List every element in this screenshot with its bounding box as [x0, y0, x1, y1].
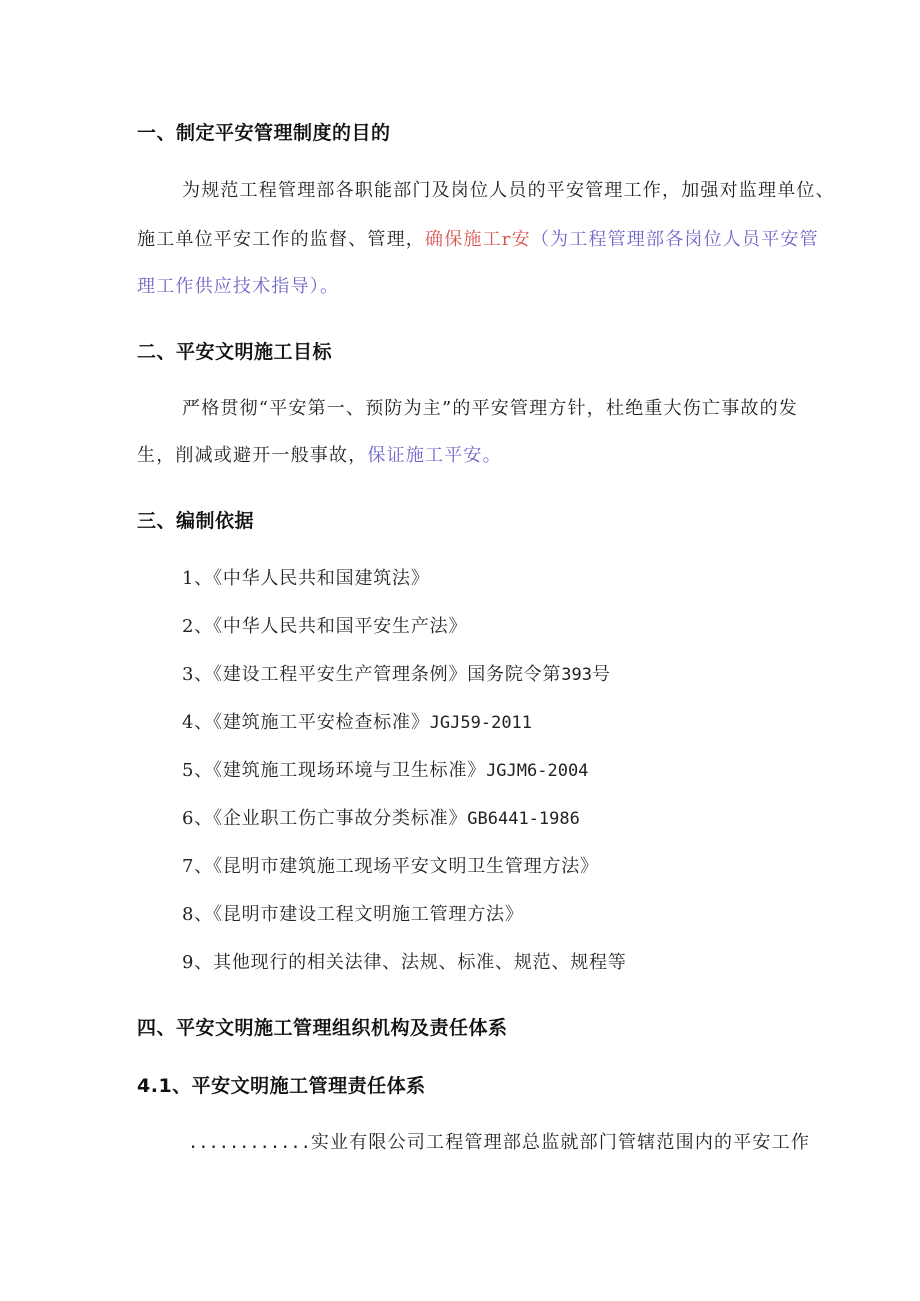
section-1-paragraph-line-2 [137, 225, 819, 251]
section-1-heading: 一、制定平安管理制度的目的 [137, 122, 391, 144]
reference-list-item [182, 948, 627, 974]
list-item-text: 《昆明市建设工程文明施工管理方法》 [213, 904, 524, 925]
list-item-code: JGJM6-2004 [486, 761, 589, 781]
section-3-heading: 三、编制依据 [137, 510, 255, 532]
list-item-code: GB6441-1986 [467, 809, 580, 829]
section-4-1-subheading: 4.1、平安文明施工管理责任体系 [137, 1075, 426, 1097]
list-item-text: 其他现行的相关法律、法规、标准、规范、规程等 [213, 952, 627, 973]
section-2-paragraph-line-2 [137, 441, 502, 467]
section-1-highlight-purple: （为工程管理部各岗位人员平安管 [530, 229, 819, 250]
section-2-line-2-text: 生，削减或避开一般事故， [137, 445, 368, 466]
section-2-highlight-purple: 保证施工平安。 [367, 445, 502, 466]
reference-list-item [182, 612, 467, 638]
list-item-number: 4、 [182, 712, 214, 733]
section-4-heading: 四、平安文明施工管理组织机构及责任体系 [137, 1017, 508, 1039]
list-item-number: 1、 [182, 568, 214, 589]
omitted-company-dots: ............ [188, 1133, 311, 1153]
section-1-highlight-red: 确保施工r安 [425, 229, 531, 250]
reference-list-item [182, 804, 580, 830]
section-1-paragraph-line-1: 为规范工程管理部各职能部门及岗位人员的平安管理工作，加强对监理单位、 [182, 180, 835, 201]
section-2-paragraph-line-1: 严格贯彻“平安第一、预防为主”的平安管理方针，杜绝重大伤亡事故的发 [182, 398, 799, 419]
reference-list-item [182, 564, 430, 590]
list-item-number: 7、 [182, 856, 214, 877]
section-1-paragraph-line-3: 理工作供应技术指导）。 [137, 276, 340, 297]
list-item-text: 《中华人民共和国平安生产法》 [213, 616, 468, 637]
reference-list-item [182, 660, 611, 686]
reference-list-item [182, 708, 532, 734]
list-item-text: 《建设工程平安生产管理条例》国务院令第 [213, 664, 562, 685]
list-item-number: 3、 [182, 664, 214, 685]
list-item-number: 9、 [182, 952, 214, 973]
section-2-heading: 二、平安文明施工目标 [137, 341, 333, 363]
section-4-1-paragraph-line-1 [188, 1128, 810, 1154]
list-item-number: 8、 [182, 904, 214, 925]
list-item-number: 2、 [182, 616, 214, 637]
list-item-text: 《中华人民共和国建筑法》 [213, 568, 430, 589]
reference-list-item [182, 900, 524, 926]
list-item-suffix: 号 [591, 664, 611, 685]
section-4-1-line-1-text: 实业有限公司工程管理部总监就部门管辖范围内的平安工作 [310, 1132, 811, 1153]
list-item-code: JGJ59-2011 [429, 713, 533, 733]
list-item-text: 《建筑施工现场环境与卫生标准》 [213, 760, 487, 781]
list-item-number: 6、 [182, 808, 214, 829]
list-item-text: 《建筑施工平安检查标准》 [213, 712, 430, 733]
list-item-text: 《企业职工伤亡事故分类标准》 [213, 808, 468, 829]
list-item-number: 5、 [182, 760, 214, 781]
section-1-line-2-text: 施工单位平安工作的监督、管理， [137, 229, 425, 250]
reference-list-item [182, 852, 599, 878]
reference-list-item [182, 756, 588, 782]
list-item-text: 《昆明市建筑施工现场平安文明卫生管理方法》 [213, 856, 599, 877]
list-item-code: 393 [561, 665, 592, 685]
